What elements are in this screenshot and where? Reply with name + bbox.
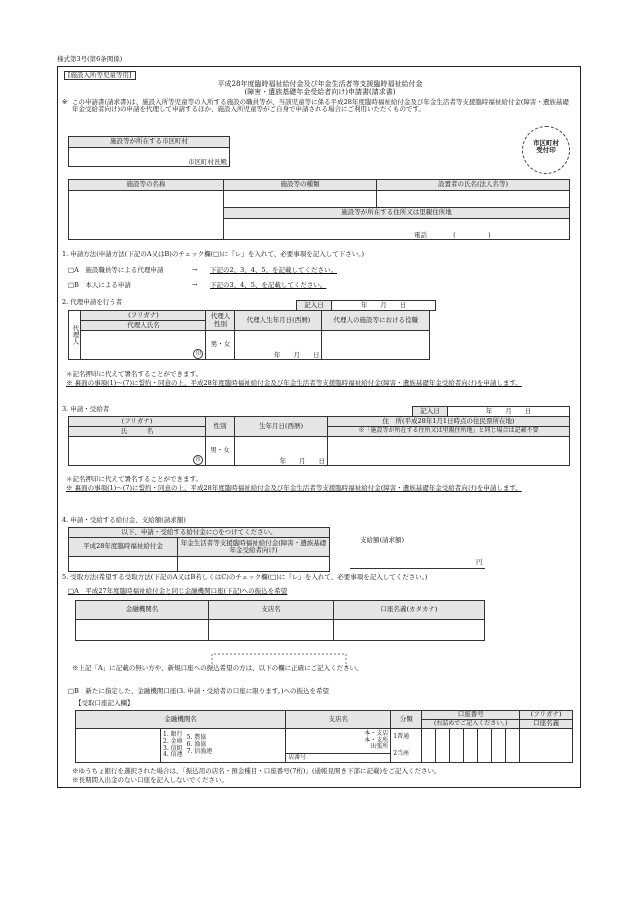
agent-table xyxy=(68,310,430,360)
bank-type-4: 4. 信連 xyxy=(163,751,183,759)
option-b-arrow: → xyxy=(192,281,198,289)
agent-side-label: 代理人 xyxy=(69,311,81,360)
bank-type-7: 7. 信漁連 xyxy=(186,747,213,755)
prev-bank-header: 金融機関名 xyxy=(76,601,209,620)
applicant-furigana-header: (フリガナ) xyxy=(69,417,206,427)
branch-type-2: 本・支所 xyxy=(364,736,389,744)
agent-furigana-header: (フリガナ) xyxy=(81,311,206,321)
option-b-note: 下記の3、4、5、を記載してください。 xyxy=(210,281,327,289)
new-bank-header: 金融機関名 xyxy=(76,711,286,729)
option-b-label: □B 本人による申請 xyxy=(68,281,131,289)
applicant-table xyxy=(68,416,570,466)
applicant-sex-header: 性別 xyxy=(206,417,235,437)
agent-role-field[interactable] xyxy=(322,331,430,360)
applicant-fill-date-field[interactable]: 年 月 日 xyxy=(448,407,570,417)
account-digit-7[interactable] xyxy=(506,729,520,763)
municipality-header: 施設等が所在する市区町村 xyxy=(69,137,230,148)
shop-number-label: 店番号 xyxy=(288,753,307,761)
agent-oath-text: ※ 裏面の事項(1)～(7)に誓約・同意の上、平成28年度臨時福祉給付金及び年金生活者等支援臨時福祉給付金(障害・遺族基礎年金受給者向け)を申請します。 xyxy=(66,379,522,387)
option-a-note: 下記の2、3、4、5、を記載してください。 xyxy=(210,266,338,274)
applicant-fill-date-label: 記入日 xyxy=(413,407,448,417)
shop-number-field[interactable] xyxy=(286,754,391,763)
applicant-sign-note: ＊記名押印に代えて署名することができます。 xyxy=(66,475,202,483)
agent-birth-header: 代理人生年月日(西暦) xyxy=(235,311,322,331)
title-line-1: 平成28年度臨時福祉給付金及び年金生活者等支援臨時福祉給付金 xyxy=(217,80,423,88)
account-type-list[interactable] xyxy=(391,729,422,763)
facility-address-field[interactable] xyxy=(224,219,570,240)
option-b-self[interactable] xyxy=(68,282,131,289)
agent-name-header: 代理人氏名 xyxy=(81,321,206,331)
account-digit-6[interactable] xyxy=(492,729,506,763)
note-mark: ※ xyxy=(62,98,68,106)
applicant-birth-field[interactable]: 年 月 日 xyxy=(235,437,328,466)
section-3-title: 3. 申請・受給者 xyxy=(62,405,110,413)
option-5b[interactable] xyxy=(68,688,329,695)
bank-type-2: 2. 金庫 xyxy=(163,737,183,745)
section-2-title: 2. 代理申請を行う者 xyxy=(62,298,123,306)
reception-stamp-label: 市区町村受付印 xyxy=(533,139,559,155)
agent-sign-note: ＊記名押印に代えて署名することができます。 xyxy=(66,370,202,378)
benefit-option-2[interactable]: 年金生活者等支援臨時福祉給付金(障害・遺族基礎年金受給者向け) xyxy=(178,538,330,557)
option-a-arrow: → xyxy=(192,266,198,274)
new-account-header: 口座番号 xyxy=(422,711,520,720)
amount-label: 支給額(請求額) xyxy=(360,536,405,544)
bank-type-6: 6. 漁協 xyxy=(186,740,207,748)
bank-type-1: 1. 銀行 xyxy=(163,731,183,739)
new-account-note: (右詰めでご記入ください。) xyxy=(422,720,520,729)
new-holder-header: 口座名義 xyxy=(520,720,573,729)
branch-type-list[interactable] xyxy=(286,729,391,754)
applicant-sex-field[interactable]: 男・女 xyxy=(206,437,235,466)
agent-fill-date-label: 記入日 xyxy=(297,301,332,311)
yucho-note: ※ゆうちょ銀行を選択された場合は、「振込用の店名・預金種目・口座番号(7桁)」(通帳見開き下部に記載)をご記入ください。 xyxy=(72,767,441,775)
account-digit-1[interactable] xyxy=(422,729,436,763)
option-5a-label: □A 平成27年度臨時福祉給付金と同じ金融機関口座(下記)への振込を希望 xyxy=(68,587,288,595)
tel-label: 電話 xyxy=(414,230,427,239)
new-type-header: 分類 xyxy=(391,711,422,729)
section-4-title: 4. 申請・受給する給付金、支給額(請求額) xyxy=(62,516,186,524)
facility-table xyxy=(68,179,570,240)
previous-bank-table xyxy=(75,600,485,641)
applicant-name-field[interactable] xyxy=(69,437,206,466)
agent-role-header: 代理人の施設等における役職 xyxy=(322,311,430,331)
seal-mark: 印 xyxy=(193,349,203,359)
agent-fill-date-field[interactable]: 年 月 日 xyxy=(332,301,436,311)
prev-bank-field[interactable] xyxy=(76,620,209,641)
form-tag: [施設入所等児童等用] xyxy=(64,71,136,80)
dormant-note: ※長期間入出金のない口座を記入しないでください。 xyxy=(72,776,228,784)
applicant-oath xyxy=(66,485,574,492)
receive-header: 【受取口座記入欄】 xyxy=(75,699,134,707)
agent-sex-field[interactable]: 男・女 xyxy=(206,331,235,360)
section-1-title: 1. 申請方法(申請方法(下記のA又はB)のチェック欄(□)に『レ』を入れて、必要事項を記入して下さい。) xyxy=(62,250,365,258)
bank-type-5: 5. 農協 xyxy=(186,734,207,742)
agent-oath xyxy=(66,380,574,387)
municipality-mayor: 市区町村長殿 xyxy=(69,148,230,167)
option-a-label: □A 施設職員等による代理申請 xyxy=(68,266,164,274)
reception-stamp xyxy=(522,126,570,174)
facility-type-header: 施設等の種類 xyxy=(224,180,377,191)
prev-branch-header: 支店名 xyxy=(209,601,334,620)
branch-type-3: 出張所 xyxy=(370,743,389,751)
facility-type-field[interactable] xyxy=(224,191,377,208)
facility-name-field[interactable] xyxy=(69,191,224,240)
form-title xyxy=(150,80,490,96)
municipality-table xyxy=(68,136,230,167)
prev-holder-header: 口座名義(カタカナ) xyxy=(334,601,485,620)
facility-address-header: 施設等が所在する住所又は里親住所地 xyxy=(224,208,570,219)
option-5b-label: □B 新たに指定した、金融機関口座(3. 申請・受給者の口座に限ります。)への振込を希望 xyxy=(68,687,329,695)
benefit-instruction: 以下、申請・受給する給付金に○をつけてください。 xyxy=(69,528,330,538)
benefit-option-1[interactable]: 平成28年度臨時福祉給付金 xyxy=(69,538,178,557)
title-line-2: (障害・遺族基礎年金受給者向け)申請書(請求書) xyxy=(244,88,396,97)
benefit-option-1-field[interactable] xyxy=(69,557,178,572)
amount-field[interactable] xyxy=(350,560,485,569)
applicant-address-header: 住 所(平成28年1月1日時点の住民票所在地) xyxy=(328,417,570,427)
section-5-title: 5. 受取方法(希望する受取方法(下記のA又はB若しくはC)のチェック欄(□)に『レ』を入れて、必要事項を記入してください。) xyxy=(62,573,428,581)
new-bank-table xyxy=(75,710,573,763)
account-type-1: 1普通 xyxy=(393,732,410,740)
option-a-agent[interactable] xyxy=(68,267,163,274)
prev-holder-field[interactable] xyxy=(334,620,485,641)
benefit-table xyxy=(68,527,330,572)
new-bank-name-field[interactable] xyxy=(76,729,161,763)
option-5a-note: ※上記「A」に記載の無い方や、新規口座への振込希望の方は、以下の欄に正確にご記入ください。 xyxy=(72,664,363,672)
facility-name-header: 施設等の名称 xyxy=(69,180,224,191)
applicant-address-note: ※「施設等が所在する住所又は里親住所地」と同じ場合は記載不要 xyxy=(328,427,570,437)
prev-branch-field[interactable] xyxy=(209,620,334,641)
applicant-oath-text: ※ 裏面の事項(1)～(7)に誓約・同意の上、平成28年度臨時福祉給付金及び年金生活者等支援臨時福祉給付金(障害・遺族基礎年金受給者向け)を申請します。 xyxy=(66,484,522,492)
benefit-option-2-field[interactable] xyxy=(178,557,330,572)
seal-mark: 印 xyxy=(193,455,203,465)
new-branch-header: 支店名 xyxy=(286,711,391,729)
new-holder-field[interactable] xyxy=(520,729,573,763)
tel-paren: ( ) xyxy=(453,230,491,239)
account-digit-2[interactable] xyxy=(436,729,450,763)
applicant-birth-header: 生年月日(西暦) xyxy=(235,417,328,437)
account-digit-3[interactable] xyxy=(450,729,464,763)
founder-name-field[interactable] xyxy=(377,191,570,208)
option-5a[interactable] xyxy=(68,588,287,595)
form-number: 様式第3号(第6条関係) xyxy=(57,55,123,63)
agent-birth-field[interactable]: 年 月 日 xyxy=(235,331,322,360)
note-text: この申請書(請求書)は、施設入所等児童等の入所する施設の職員等が、当該児童等に係る平成28年度臨時福祉給付金及び年金生活者等支援臨時福祉給付金(障害・遺族基礎年金受給者向け)の申請を代理して申請するほか、施設入所児童等がご自身で申請される場合にご利用いただくものです。 xyxy=(72,98,569,114)
branch-type-1: 本・支店 xyxy=(364,730,389,738)
bank-type-3: 3. 信組 xyxy=(163,744,183,752)
agent-name-field[interactable] xyxy=(81,331,206,360)
applicant-address-field[interactable] xyxy=(328,437,570,466)
agent-sex-header: 代理人性別 xyxy=(206,311,235,331)
account-digit-5[interactable] xyxy=(478,729,492,763)
account-type-2: 2当座 xyxy=(393,749,410,757)
bank-type-list[interactable] xyxy=(161,729,286,763)
account-digit-4[interactable] xyxy=(464,729,478,763)
founder-name-header: 設置者の氏名(法人名等) xyxy=(377,180,570,191)
intro-note xyxy=(62,99,574,114)
new-furigana-header: (フリガナ) xyxy=(520,711,573,720)
applicant-name-header: 氏 名 xyxy=(69,427,206,437)
yen-unit: 円 xyxy=(476,558,483,566)
